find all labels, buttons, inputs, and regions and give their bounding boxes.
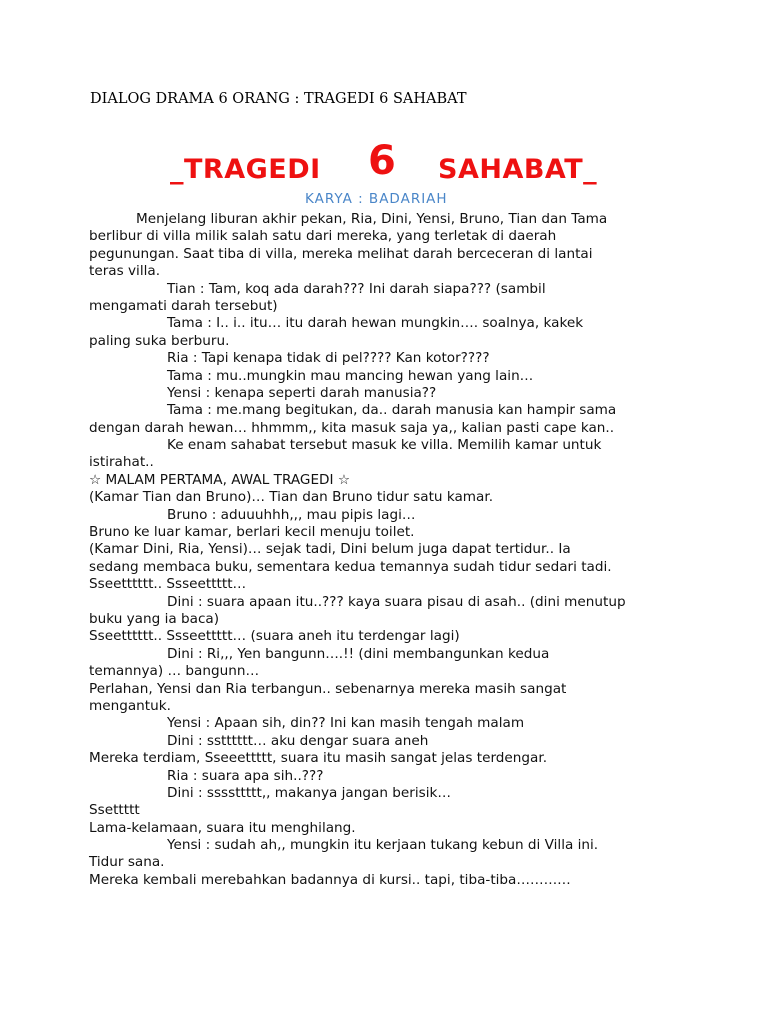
paragraph-line: teras villa. [89, 263, 161, 280]
dialog-line: Tama : I.. i.. itu… itu darah hewan mungkin…. soalnya, kakek [167, 315, 584, 332]
story-title-right: SAHABAT_ [438, 154, 598, 185]
paragraph-line: Bruno ke luar kamar, berlari kecil menuju toilet. [89, 524, 415, 541]
section-heading: ☆ MALAM PERTAMA, AWAL TRAGEDI ☆ [89, 471, 351, 488]
paragraph-line: Menjelang liburan akhir pekan, Ria, Dini, Yensi, Bruno, Tian dan Tama [136, 211, 608, 227]
paragraph-line: Sseetttttt.. Ssseettttt… [89, 576, 247, 593]
dialog-line: Tidur sana. [89, 854, 165, 871]
paragraph-line: Ssettttt [89, 802, 140, 819]
story-title [170, 138, 610, 194]
dialog-line: Ria : suara apa sih..??? [167, 767, 324, 784]
dialog-line: Tama : mu..mungkin mau mancing hewan yang lain… [167, 367, 534, 384]
story-body [89, 211, 689, 889]
paragraph-line: pegunungan. Saat tiba di villa, mereka melihat darah berceceran di lantai [89, 245, 593, 262]
dialog-line: Dini : Ri,,, Yen bangunn….!! (dini membangunkan kedua [167, 645, 550, 662]
dialog-line: Tama : me.mang begitukan, da.. darah manusia kan hampir sama [167, 402, 617, 419]
document-heading: DIALOG DRAMA 6 ORANG : TRAGEDI 6 SAHABAT [90, 91, 467, 107]
dialog-line: Bruno : aduuuhhh,,, mau pipis lagi… [167, 506, 416, 523]
dialog-line: Ria : Tapi kenapa tidak di pel???? Kan kotor???? [167, 350, 490, 367]
paragraph-line: Ke enam sahabat tersebut masuk ke villa. Memilih kamar untuk [167, 437, 602, 454]
author-line: KARYA : BADARIAH [305, 191, 448, 207]
dialog-line: Yensi : Apaan sih, din?? Ini kan masih tengah malam [167, 715, 525, 732]
dialog-line: dengan darah hewan… hhmmm,, kita masuk saja ya,, kalian pasti cape kan.. [89, 419, 615, 436]
dialog-line: Dini : suara apaan itu..??? kaya suara pisau di asah.. (dini menutup [167, 593, 626, 610]
dialog-line: Yensi : sudah ah,, mungkin itu kerjaan tukang kebun di Villa ini. [167, 837, 599, 854]
paragraph-line: Lama-kelamaan, suara itu menghilang. [89, 819, 356, 836]
dialog-line: Dini : ssssttttt,, makanya jangan berisik… [167, 784, 451, 801]
story-title-left: _TRAGEDI [170, 154, 321, 185]
paragraph-line: Perlahan, Yensi dan Ria terbangun.. sebenarnya mereka masih sangat [89, 680, 567, 697]
paragraph-line: mengantuk. [89, 697, 171, 714]
dialog-line: paling suka berburu. [89, 332, 230, 349]
paragraph-line: Mereka terdiam, Sseeettttt, suara itu masih sangat jelas terdengar. [89, 750, 548, 767]
dialog-line: Tian : Tam, koq ada darah??? Ini darah siapa??? (sambil [167, 280, 546, 297]
dialog-line: buku yang ia baca) [89, 610, 220, 627]
dialog-line: mengamati darah tersebut) [89, 297, 278, 314]
paragraph-line: (Kamar Dini, Ria, Yensi)… sejak tadi, Dini belum juga dapat tertidur.. Ia [89, 541, 571, 558]
paragraph-line: sedang membaca buku, sementara kedua temannya sudah tidur sedari tadi. [89, 558, 612, 575]
paragraph-line: istirahat.. [89, 454, 154, 471]
paragraph-line: Mereka kembali merebahkan badannya di kursi.. tapi, tiba-tiba………… [89, 871, 571, 888]
dialog-line: Yensi : kenapa seperti darah manusia?? [167, 384, 437, 401]
dialog-line: Dini : sstttttt… aku dengar suara aneh [167, 732, 429, 749]
paragraph-line: Sseetttttt.. Ssseettttt… (suara aneh itu terdengar lagi) [89, 628, 460, 645]
paragraph-line: (Kamar Tian dan Bruno)… Tian dan Bruno tidur satu kamar. [89, 489, 494, 506]
dialog-line: temannya) … bangunn… [89, 663, 260, 680]
story-title-number: 6 [368, 138, 396, 184]
paragraph-line: berlibur di villa milik salah satu dari mereka, yang terletak di daerah [89, 228, 557, 245]
